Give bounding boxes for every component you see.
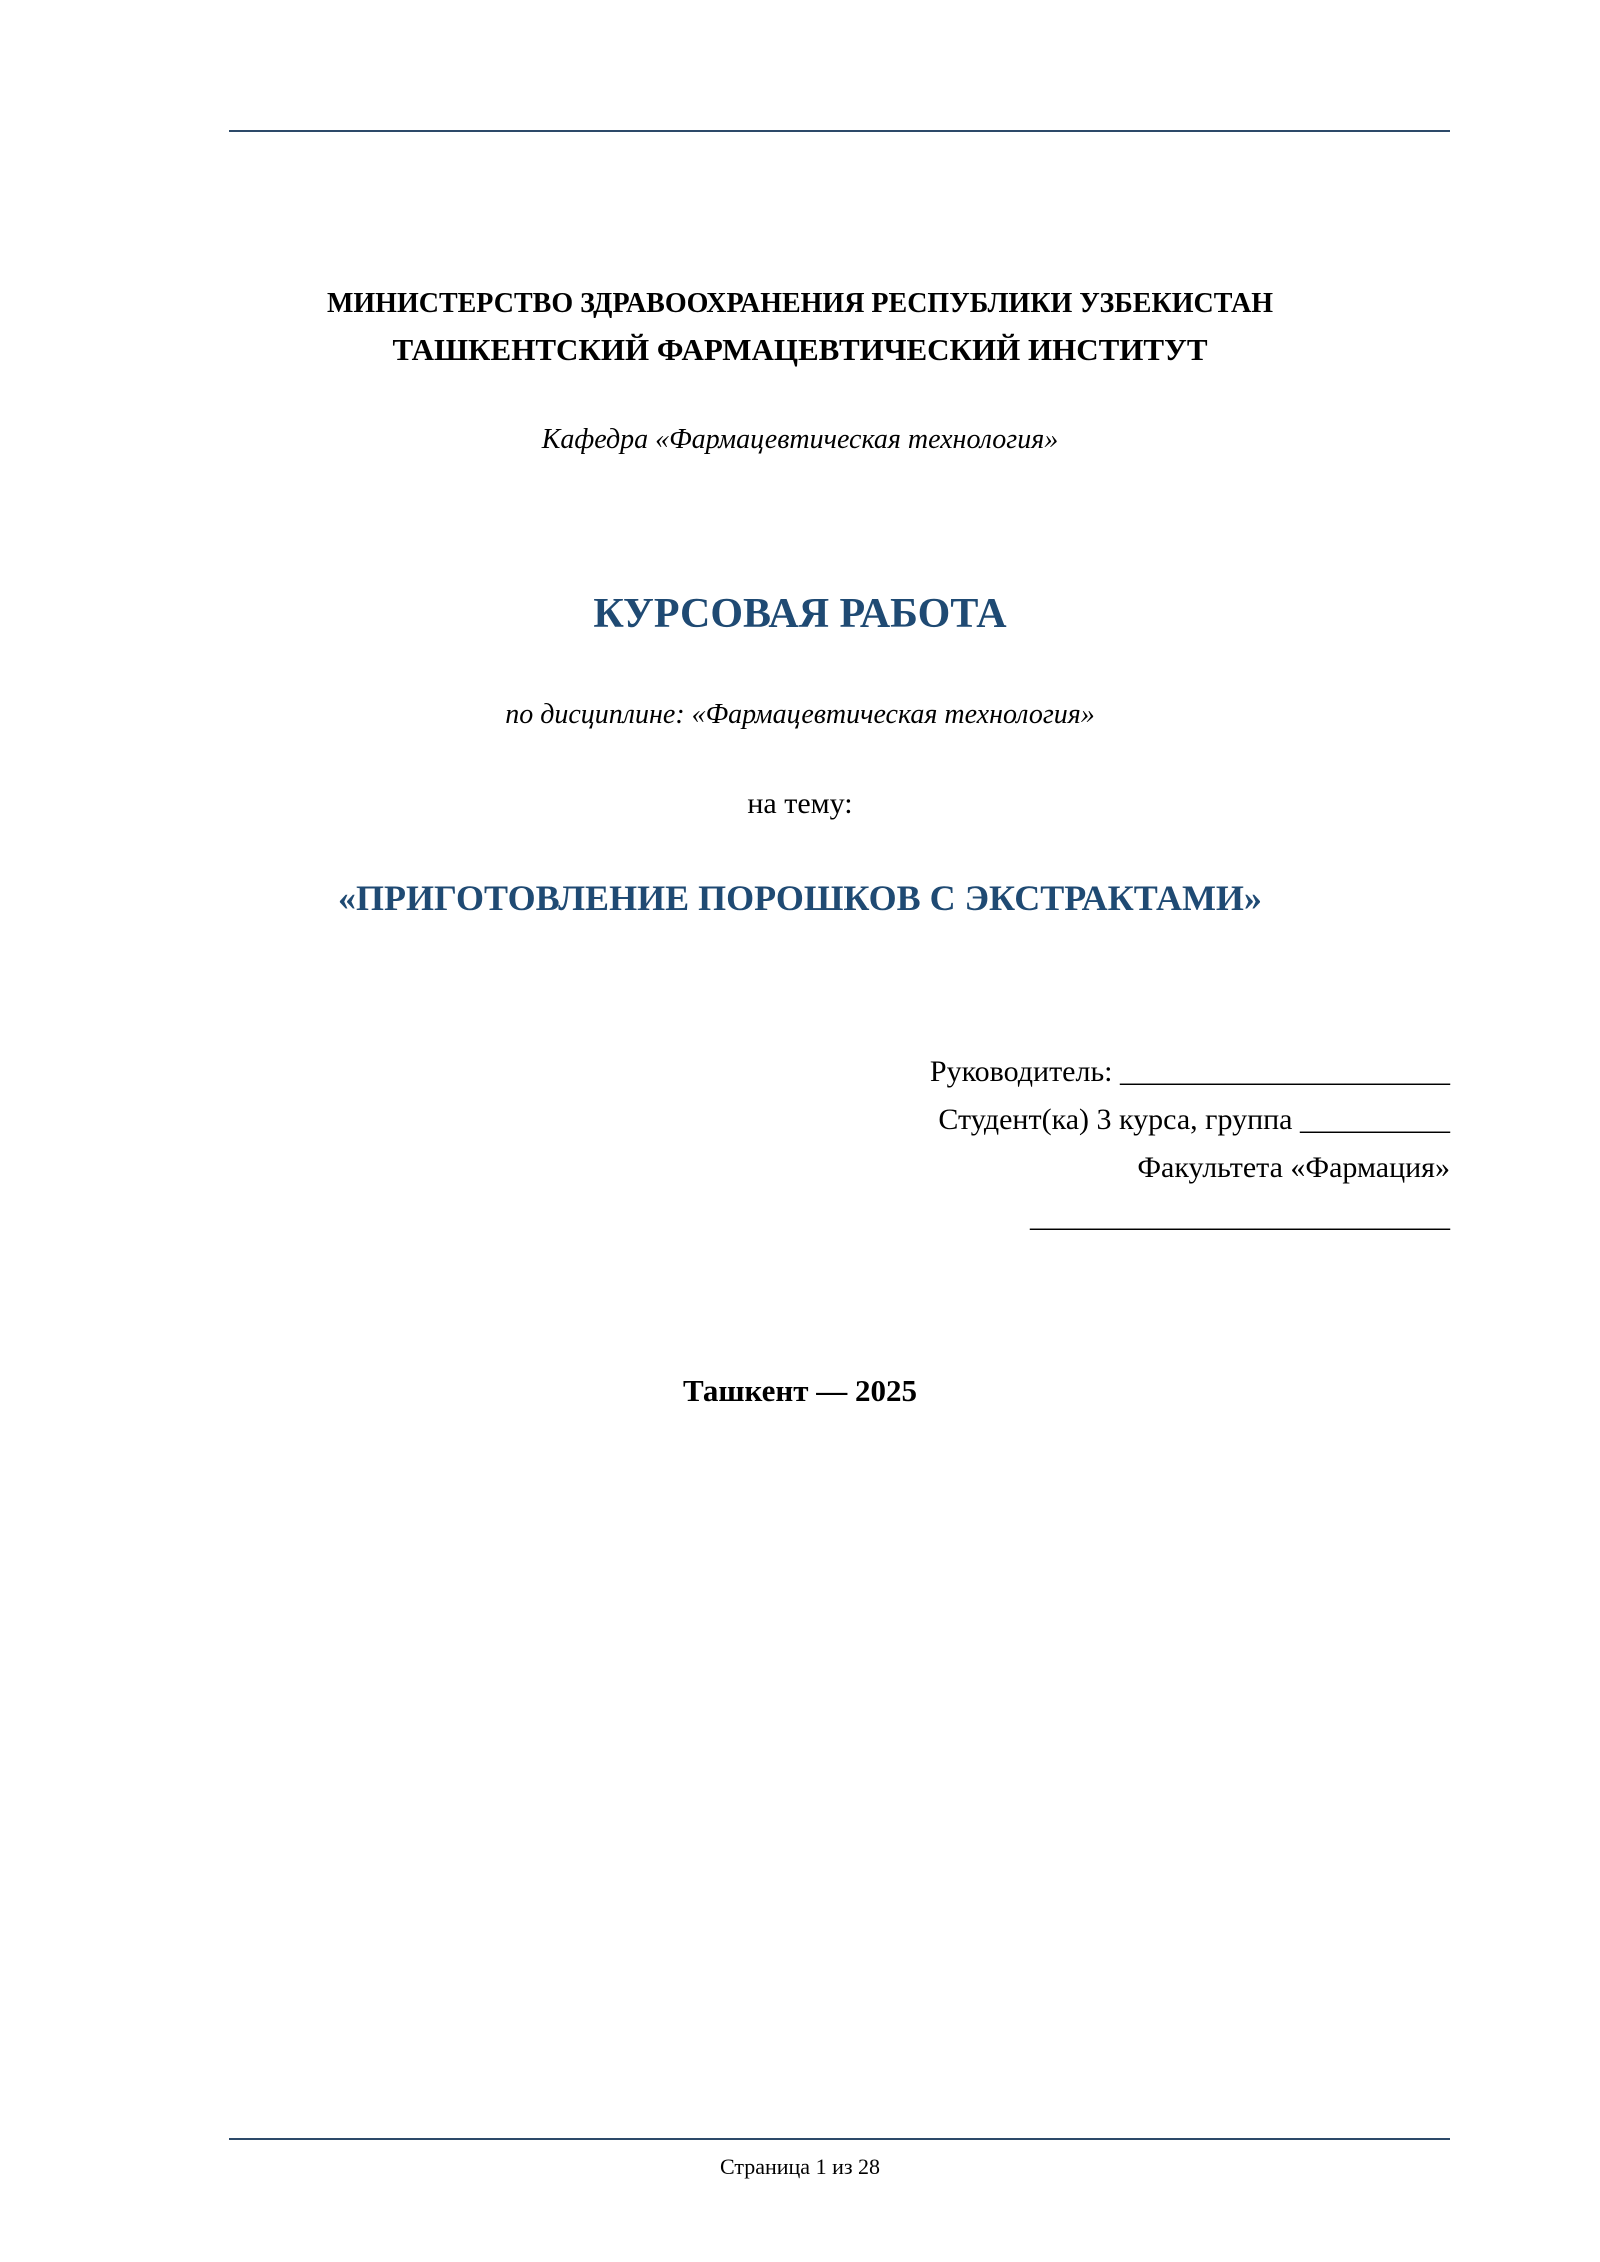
institute-heading: ТАШКЕНТСКИЙ ФАРМАЦЕВТИЧЕСКИЙ ИНСТИТУТ [392,332,1208,367]
department-name: Кафедра «Фармацевтическая технология» [541,424,1059,455]
city-year: Ташкент — 2025 [682,1373,917,1408]
ministry-heading: МИНИСТЕРСТВО ЗДРАВООХРАНЕНИЯ РЕСПУБЛИКИ УЗБЕКИСТАН [326,288,1274,319]
topic-title: «ПРИГОТОВЛЕНИЕ ПОРОШКОВ С ЭКСТРАКТАМИ» [338,878,1262,918]
student-line: Студент(ка) 3 курса, группа __________ [938,1103,1450,1136]
work-type-title: КУРСОВАЯ РАБОТА [593,591,1007,637]
topic-label: на тему: [747,787,853,820]
header-rule [229,130,1450,132]
page-number: Страница 1 из 28 [719,2154,881,2179]
footer-rule [229,2138,1450,2140]
supervisor-line: Руководитель: ______________________ [929,1055,1450,1088]
name-blank-line: ____________________________ [1030,1200,1450,1233]
discipline-line: по дисциплине: «Фармацевтическая технология» [505,699,1095,730]
faculty-line: Факультета «Фармация» [1137,1151,1450,1184]
